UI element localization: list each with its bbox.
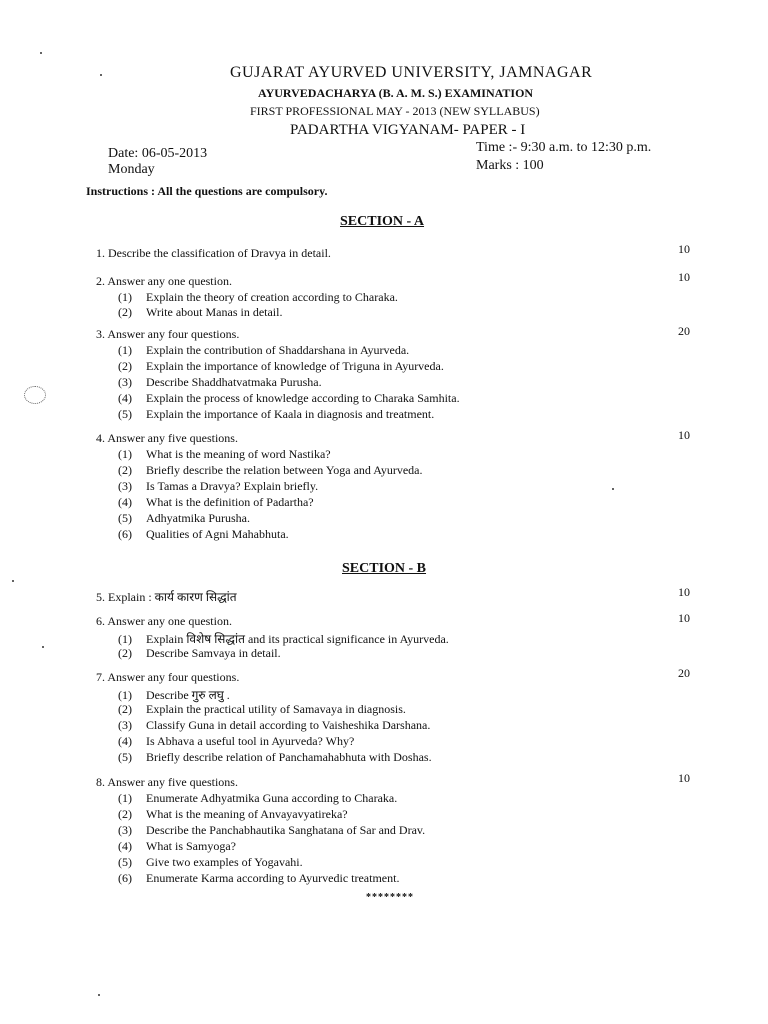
scan-speck [612,488,614,490]
question-3-marks: 20 [678,324,690,338]
end-of-paper-marker: ******** [366,892,414,903]
scan-speck [42,646,44,648]
question-4: 4. Answer any five questions. [96,431,238,445]
question-4-sub-4: (4) What is the definition of Padartha? [118,495,314,509]
exam-day: Monday [108,162,155,177]
question-6-sub-2: (2) Describe Samvaya in detail. [118,646,281,660]
question-2: 2. Answer any one question. [96,274,232,288]
question-6-sub-1: (1) Explain विशेष सिद्धांत and its practical significance in Ayurveda. [118,632,449,646]
scan-speck [40,52,42,54]
question-3-sub-5: (5) Explain the importance of Kaala in diagnosis and treatment. [118,407,435,421]
question-7-sub-3: (3) Classify Guna in detail according to Vaisheshika Darshana. [118,718,431,732]
question-2-sub-1: (1) Explain the theory of creation according to Charaka. [118,290,398,304]
question-2-sub-2: (2) Write about Manas in detail. [118,305,283,319]
exam-marks: Marks : 100 [476,158,544,173]
question-7-sub-5: (5) Briefly describe relation of Panchamahabhuta with Doshas. [118,750,432,764]
question-5: 5. Explain : कार्य कारण सिद्धांत [96,590,237,604]
question-3-sub-2: (2) Explain the importance of knowledge of Triguna in Ayurveda. [118,359,444,373]
question-7: 7. Answer any four questions. [96,670,240,684]
university-title: GUJARAT AYURVED UNIVERSITY, JAMNAGAR [230,64,593,81]
question-8-sub-6: (6) Enumerate Karma according to Ayurvedic treatment. [118,871,400,885]
question-5-marks: 10 [678,585,690,599]
section-b-title: SECTION - B [342,561,427,576]
question-2-marks: 10 [678,270,690,284]
question-4-sub-5: (5) Adhyatmika Purusha. [118,511,250,525]
question-8-sub-1: (1) Enumerate Adhyatmika Guna according to Charaka. [118,791,398,805]
question-4-sub-1: (1) What is the meaning of word Nastika? [118,447,331,461]
exam-date: Date: 06-05-2013 [108,146,208,161]
question-3: 3. Answer any four questions. [96,327,240,341]
scan-speck [98,994,100,996]
question-6: 6. Answer any one question. [96,614,232,628]
instructions: Instructions : All the questions are compulsory. [86,184,328,198]
question-4-sub-3: (3) Is Tamas a Dravya? Explain briefly. [118,479,319,493]
question-1-marks: 10 [678,242,690,256]
question-3-sub-3: (3) Describe Shaddhatvatmaka Purusha. [118,375,322,389]
question-8-sub-2: (2) What is the meaning of Anvayavyatireka? [118,807,348,821]
question-7-sub-2: (2) Explain the practical utility of Samavaya in diagnosis. [118,702,406,716]
question-7-marks: 20 [678,666,690,680]
section-a-title: SECTION - A [340,214,425,229]
exam-time: Time :- 9:30 a.m. to 12:30 p.m. [476,140,652,155]
examination-title: AYURVEDACHARYA (B. A. M. S.) EXAMINATION [258,86,534,100]
professional-title: FIRST PROFESSIONAL MAY - 2013 (NEW SYLLABUS) [250,104,540,118]
scan-speck [12,580,14,582]
question-6-marks: 10 [678,611,690,625]
punch-hole-mark [24,386,46,404]
question-7-sub-4: (4) Is Abhava a useful tool in Ayurveda? Why? [118,734,355,748]
question-3-sub-4: (4) Explain the process of knowledge according to Charaka Samhita. [118,391,460,405]
question-8-sub-4: (4) What is Samyoga? [118,839,236,853]
paper-title: PADARTHA VIGYANAM- PAPER - I [290,122,526,138]
question-4-marks: 10 [678,428,690,442]
question-8: 8. Answer any five questions. [96,775,238,789]
question-8-marks: 10 [678,771,690,785]
question-1: 1. Describe the classification of Dravya in detail. [96,246,331,260]
scan-speck [100,74,102,76]
question-8-sub-5: (5) Give two examples of Yogavahi. [118,855,303,869]
question-3-sub-1: (1) Explain the contribution of Shaddarshana in Ayurveda. [118,343,410,357]
question-7-sub-1: (1) Describe गुरु लघु . [118,688,230,702]
question-4-sub-6: (6) Qualities of Agni Mahabhuta. [118,527,289,541]
question-4-sub-2: (2) Briefly describe the relation between Yoga and Ayurveda. [118,463,423,477]
question-8-sub-3: (3) Describe the Panchabhautika Sanghatana of Sar and Drav. [118,823,426,837]
